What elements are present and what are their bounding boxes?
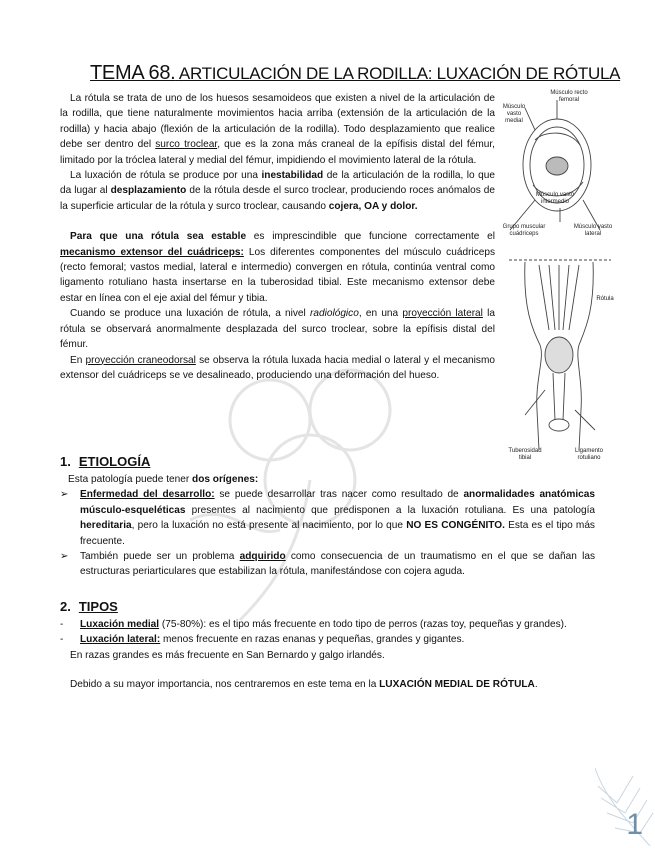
intro-paragraph-5: En proyección craneodorsal se observa la rótula luxada hacia medial o lateral y el mecanismo extensor del cuádriceps se ve desalineado, produciendo una deformación del hueso.	[60, 354, 495, 381]
page-title: TEMA 68. ARTICULACIÓN DE LA RODILLA: LUXACIÓN DE RÓTULA	[90, 62, 621, 84]
arrow-bullet-icon: ➢	[60, 551, 69, 563]
label-vasto-intermedio: Músculo vasto intermedio	[535, 192, 575, 205]
knee-anatomy-figure	[502, 90, 615, 470]
label-recto-femoral: Músculo recto femoral	[550, 90, 588, 103]
list-item: - Luxación medial (75-80%): es el tipo más frecuente en todo tipo de perros (razas toy, pequeñas y grandes).	[60, 619, 567, 630]
list-item: ➢ También puede ser un problema adquirido como consecuencia de un traumatismo en el que se dañan las estructuras periarticulares que estabilizan la rótula, manifestándose con cojera aguda.	[60, 549, 595, 580]
label-vasto-lateral: Músculo vasto lateral	[573, 224, 613, 237]
list-item: ➢ Enfermedad del desarrollo: se puede desarrollar tras nacer como resultado de anormalidades anatómicas músculo-esqueléticas presentes al nacimiento que predisponen a la luxación rotuliana. Es una patología hereditaria, pero la luxación no está presente al nacimiento, por lo que NO ES CONGÉNITO. Esta es el tipo más frecuente.	[60, 487, 595, 549]
section-tipos-heading: 2. TIPOS	[60, 599, 118, 614]
intro-text	[60, 91, 495, 383]
intro-paragraph-1: La rótula se trata de uno de los huesos sesamoideos que existen a nivel de la articulación de la rodilla, que tiene naturalmente movimientos hacia arriba (extensión de la articulación de la rodilla) y hacia abajo (flexión de la articulación de la rodilla). Todo desplazamiento que realice debe ser dentro del surco troclear, que es la zona más craneal de la epífisis distal del fémur, limitado por la tróclea lateral y medial del fémur, impidiendo el movimiento lateral de la rótula.	[60, 93, 495, 166]
section-tipos-body	[60, 617, 595, 693]
list-item: - Luxación lateral: menos frecuente en razas enanas y pequeñas, grandes y gigantes.	[60, 634, 465, 646]
knee-drawing	[505, 90, 615, 465]
label-rotula: Rótula	[596, 296, 614, 302]
intro-paragraph-4: Cuando se produce una luxación de rótula, a nivel radiológico, en una proyección lateral la rótula se observará anormalmente desplazada del surco troclear, sobre la epífisis distal del fémur.	[60, 308, 495, 351]
intro-paragraph-3: Para que una rótula sea estable es imprescindible que funcione correctamente el mecanismo extensor del cuádriceps: Los diferentes componentes del músculo cuádriceps (recto femoral; vastos medial, lateral e intermedio) convergen en rótula, continúa ventral como ligamento rotuliano hasta insertarse en la tuberosidad tibial. Este mecanismo extensor debe estar en línea con el eje axial del fémur y tibia.	[60, 231, 495, 304]
label-tuberosidad: Tuberosidad tibial	[508, 448, 542, 461]
feather-decoration-icon	[595, 758, 655, 848]
intro-paragraph-2: La luxación de rótula se produce por una inestabilidad de la articulación de la rodilla, lo que da lugar al desplazamiento de la rótula desde el surco troclear, produciendo roces anómalos de la superficie articular de la rótula y surco troclear, causando cojera, OA y dolor.	[60, 170, 495, 212]
tipos-note: En razas grandes es más frecuente en San Bernardo y galgo irlandés.	[70, 649, 385, 661]
section-etiologia-body	[60, 472, 595, 580]
label-vasto-medial: Músculo vasto medial	[502, 104, 526, 124]
section-etiologia-heading: 1. ETIOLOGÍA	[60, 454, 151, 469]
label-grupo-cuadriceps: Grupo muscular cuádriceps	[502, 224, 546, 237]
closing-paragraph: Debido a su mayor importancia, nos centraremos en este tema en la LUXACIÓN MEDIAL DE RÓTULA.	[70, 679, 538, 691]
arrow-bullet-icon: ➢	[60, 489, 69, 501]
etiologia-intro: Esta patología puede tener dos orígenes:	[68, 474, 259, 485]
label-ligamento: Ligamento rotuliano	[574, 448, 604, 461]
page-number: 1	[626, 808, 643, 841]
